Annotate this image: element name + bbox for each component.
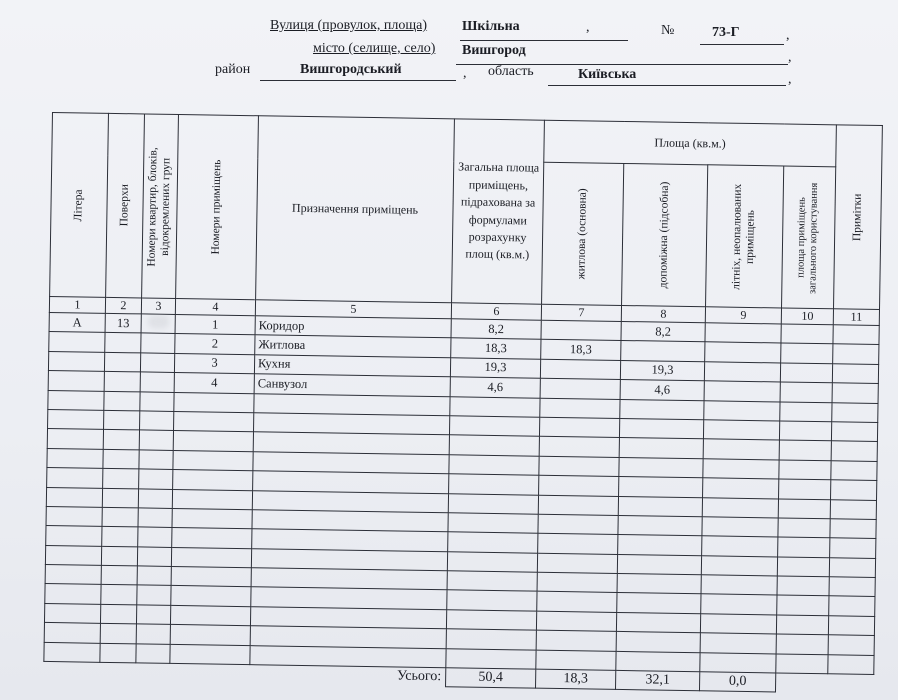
empty-cell: [136, 644, 170, 664]
col-number: 9: [705, 307, 781, 324]
empty-cell: [831, 441, 877, 461]
number-underline: [700, 44, 784, 45]
empty-cell: [101, 585, 137, 605]
cell-living-area: [540, 378, 620, 399]
cell-purpose: Кухня: [254, 354, 450, 376]
empty-cell: [702, 497, 778, 518]
region-label: область: [488, 64, 534, 79]
empty-cell: [173, 450, 253, 471]
cell-living-area: [541, 320, 621, 341]
totals-aux-area: 32,1: [615, 670, 699, 690]
empty-cell: [701, 555, 777, 576]
cell-litera: А: [49, 312, 105, 332]
cell-room-number: 3: [174, 353, 254, 374]
empty-cell: [103, 468, 139, 488]
empty-cell: [136, 624, 170, 644]
number-value: 73-Г: [712, 25, 740, 40]
number-comma: ,: [786, 28, 790, 43]
empty-cell: [447, 590, 537, 611]
empty-cell: [832, 402, 878, 422]
empty-cell: [540, 398, 620, 419]
empty-cell: [48, 390, 104, 410]
empty-cell: [101, 546, 137, 566]
empty-cell: [170, 605, 250, 626]
col-header-floors: Поверхи: [106, 113, 145, 298]
cell-apartment-redacted: [141, 314, 175, 334]
empty-cell: [172, 508, 252, 529]
city-label: місто (селище, село): [313, 41, 436, 56]
empty-cell: [703, 459, 779, 480]
empty-cell: [446, 629, 536, 650]
empty-cell: [47, 448, 103, 468]
empty-cell: [174, 392, 254, 413]
empty-cell: [536, 630, 616, 651]
col-number: 10: [781, 308, 833, 325]
col-header-area-group: Площа (кв.м.): [544, 120, 837, 167]
cell-summer-area: [705, 323, 781, 344]
empty-cell: [777, 557, 829, 577]
empty-cell: [776, 654, 828, 674]
col-header-common: площа приміщень загального користування: [782, 166, 836, 309]
cell-floor: 13: [105, 313, 141, 333]
empty-cell: [172, 489, 252, 510]
empty-cell: [828, 654, 874, 674]
empty-cell: [617, 554, 701, 575]
col-number: 2: [105, 297, 141, 314]
empty-cell: [104, 391, 140, 411]
empty-cell: [173, 470, 253, 491]
empty-cell: [139, 430, 173, 450]
empty-cell: [539, 475, 619, 496]
cell-summer-area: [704, 381, 780, 402]
rooms-table: [43, 112, 883, 694]
empty-cell: [619, 477, 703, 498]
empty-cell: [619, 438, 703, 459]
empty-cell: [776, 615, 828, 635]
cell-aux-area: 19,3: [620, 360, 704, 381]
col-header-notes: Примітки: [834, 125, 883, 310]
empty-cell: [137, 547, 171, 567]
empty-cell: [701, 594, 777, 615]
region-underline: [548, 85, 786, 86]
empty-cell: [136, 605, 170, 625]
cell-purpose: Коридор: [255, 316, 451, 338]
empty-cell: [103, 449, 139, 469]
empty-cell: [103, 430, 139, 450]
cell-floor: [104, 352, 140, 372]
cell-total-area: 19,3: [450, 358, 540, 379]
totals-summer-area: 0,0: [699, 672, 775, 692]
empty-cell: [831, 422, 877, 442]
col-number: 3: [141, 298, 175, 315]
empty-cell: [45, 545, 101, 565]
cell-litera: [48, 371, 104, 391]
empty-cell: [777, 595, 829, 615]
region-comma: ,: [788, 72, 792, 87]
empty-cell: [779, 440, 831, 460]
empty-cell: [617, 574, 701, 595]
empty-cell: [700, 633, 776, 654]
col-number: 8: [621, 305, 705, 322]
cell-litera: [48, 351, 104, 371]
totals-empty: [775, 673, 827, 693]
empty-cell: [536, 611, 616, 632]
empty-cell: [539, 417, 619, 438]
empty-cell: [44, 623, 100, 643]
cell-apartment: [140, 372, 174, 392]
empty-cell: [448, 493, 538, 514]
empty-cell: [171, 547, 251, 568]
empty-cell: [537, 553, 617, 574]
empty-cell: [702, 517, 778, 538]
empty-cell: [536, 650, 616, 671]
region-value: Київська: [578, 67, 637, 82]
empty-cell: [449, 455, 539, 476]
cell-total-area: 8,2: [451, 319, 541, 340]
empty-cell: [830, 538, 876, 558]
empty-cell: [619, 418, 703, 439]
empty-cell: [174, 411, 254, 432]
empty-cell: [537, 592, 617, 613]
empty-cell: [137, 566, 171, 586]
cell-aux-area: 4,6: [620, 380, 704, 401]
cell-summer-area: [704, 362, 780, 383]
empty-cell: [779, 421, 831, 441]
empty-cell: [44, 642, 100, 662]
cell-room-number: 2: [175, 334, 255, 355]
empty-cell: [44, 603, 100, 623]
empty-cell: [101, 565, 137, 585]
cell-floor: [105, 333, 141, 353]
empty-cell: [46, 487, 102, 507]
empty-cell: [537, 572, 617, 593]
empty-cell: [139, 469, 173, 489]
empty-cell: [140, 391, 174, 411]
street-label: Вулиця (провулок, площа): [270, 18, 428, 33]
empty-cell: [446, 648, 536, 669]
cell-total-area: 4,6: [450, 377, 540, 398]
empty-cell: [830, 519, 876, 539]
empty-cell: [777, 576, 829, 596]
empty-cell: [779, 460, 831, 480]
empty-cell: [173, 431, 253, 452]
empty-cell: [700, 652, 776, 673]
empty-cell: [831, 480, 877, 500]
empty-cell: [778, 498, 830, 518]
empty-cell: [45, 584, 101, 604]
cell-summer-area: [705, 342, 781, 363]
empty-cell: [616, 651, 700, 672]
totals-living-area: 18,3: [536, 669, 616, 689]
empty-cell: [616, 612, 700, 633]
empty-cell: [450, 396, 540, 417]
empty-cell: [447, 551, 537, 572]
cell-living-area: 18,3: [541, 340, 621, 361]
empty-cell: [703, 439, 779, 460]
empty-cell: [619, 457, 703, 478]
cell-room-number: 1: [175, 314, 255, 335]
empty-cell: [449, 435, 539, 456]
city-value: Вишгород: [462, 43, 526, 58]
cell-litera: [49, 332, 105, 352]
empty-cell: [448, 532, 538, 553]
empty-cell: [449, 416, 539, 437]
empty-cell: [46, 506, 102, 526]
cell-notes: [832, 364, 878, 384]
empty-cell: [172, 528, 252, 549]
empty-cell: [100, 643, 136, 663]
col-header-auxiliary: допоміжна (підсобна): [622, 163, 708, 306]
empty-cell: [701, 575, 777, 596]
district-value: Вишгородський: [300, 62, 402, 77]
empty-cell: [138, 508, 172, 528]
empty-cell: [170, 644, 250, 665]
empty-cell: [100, 604, 136, 624]
col-header-litera: Літера: [50, 113, 109, 298]
empty-cell: [703, 478, 779, 499]
empty-cell: [46, 526, 102, 546]
cell-purpose: Санвузол: [254, 374, 450, 396]
cell-common-area: [780, 382, 832, 402]
col-number: 5: [255, 300, 451, 319]
cell-purpose: Житлова: [255, 335, 451, 357]
empty-cell: [704, 400, 780, 421]
cell-floor: [104, 372, 140, 392]
empty-cell: [538, 495, 618, 516]
empty-cell: [48, 409, 104, 429]
col-header-purpose: Призначення приміщень: [256, 116, 455, 303]
empty-cell: [100, 624, 136, 644]
empty-cell: [539, 437, 619, 458]
cell-room-number: 4: [174, 373, 254, 394]
street-comma: ,: [586, 20, 590, 35]
empty-cell: [616, 632, 700, 653]
street-underline: [460, 40, 628, 41]
totals-empty: [827, 674, 873, 694]
totals-total-area: 50,4: [446, 668, 536, 688]
empty-cell: [137, 585, 171, 605]
empty-cell: [703, 420, 779, 441]
empty-cell: [829, 557, 875, 577]
empty-cell: [102, 527, 138, 547]
cell-common-area: [780, 363, 832, 383]
empty-rows: [44, 390, 878, 674]
empty-cell: [138, 527, 172, 547]
empty-cell: [617, 593, 701, 614]
empty-cell: [702, 536, 778, 557]
col-header-summer: літніх, неопалюваних приміщень: [706, 165, 784, 308]
col-number: 1: [49, 296, 105, 313]
empty-cell: [830, 499, 876, 519]
cell-living-area: [540, 359, 620, 380]
cell-aux-area: 8,2: [621, 321, 705, 342]
empty-cell: [447, 571, 537, 592]
cell-common-area: [781, 343, 833, 363]
empty-cell: [778, 537, 830, 557]
cell-common-area: [781, 324, 833, 344]
cell-apartment: [140, 353, 174, 373]
empty-cell: [700, 614, 776, 635]
district-underline: [260, 80, 456, 81]
empty-cell: [620, 399, 704, 420]
cell-apartment: [141, 333, 175, 353]
empty-cell: [539, 456, 619, 477]
empty-cell: [778, 518, 830, 538]
rooms-table-wrapper: [43, 112, 882, 690]
col-number: 6: [451, 303, 541, 320]
empty-cell: [449, 474, 539, 495]
empty-cell: [538, 514, 618, 535]
col-header-living: житлова (основна): [542, 162, 624, 305]
district-comma: ,: [463, 66, 467, 81]
empty-cell: [47, 429, 103, 449]
cell-total-area: 18,3: [451, 338, 541, 359]
cell-notes: [833, 344, 879, 364]
cell-aux-area: [621, 341, 705, 362]
col-header-room-numbers: Номери приміщень: [176, 114, 259, 299]
empty-cell: [828, 635, 874, 655]
col-number: 7: [541, 304, 621, 321]
city-comma: ,: [788, 50, 792, 65]
empty-cell: [828, 616, 874, 636]
empty-cell: [829, 596, 875, 616]
empty-cell: [829, 577, 875, 597]
district-label: район: [215, 62, 251, 77]
empty-cell: [170, 625, 250, 646]
cell-notes: [832, 383, 878, 403]
empty-cell: [776, 634, 828, 654]
empty-cell: [45, 565, 101, 585]
empty-cell: [780, 402, 832, 422]
col-number: 4: [175, 298, 255, 315]
empty-cell: [47, 468, 103, 488]
empty-cell: [618, 535, 702, 556]
empty-cell: [171, 567, 251, 588]
number-label: №: [661, 23, 675, 38]
empty-cell: [138, 488, 172, 508]
empty-cell: [102, 507, 138, 527]
empty-cell: [139, 450, 173, 470]
col-number: 11: [833, 309, 879, 326]
empty-cell: [102, 488, 138, 508]
cell-notes: [833, 325, 879, 345]
empty-cell: [831, 461, 877, 481]
empty-cell: [446, 610, 536, 631]
totals-label: Усього:: [44, 661, 446, 686]
col-header-total-area: Загальна площа приміщень, підрахована за формулами розрахунку площ (кв.м.): [452, 119, 545, 304]
empty-cell: [104, 410, 140, 430]
col-header-apartment-numbers: Номери квартир, блоків, відокремлених груп: [142, 114, 179, 299]
empty-cell: [448, 513, 538, 534]
empty-cell: [538, 533, 618, 554]
empty-cell: [618, 515, 702, 536]
empty-cell: [779, 479, 831, 499]
empty-cell: [618, 496, 702, 517]
empty-cell: [140, 411, 174, 431]
empty-cell: [171, 586, 251, 607]
street-value: Шкільна: [462, 19, 520, 34]
